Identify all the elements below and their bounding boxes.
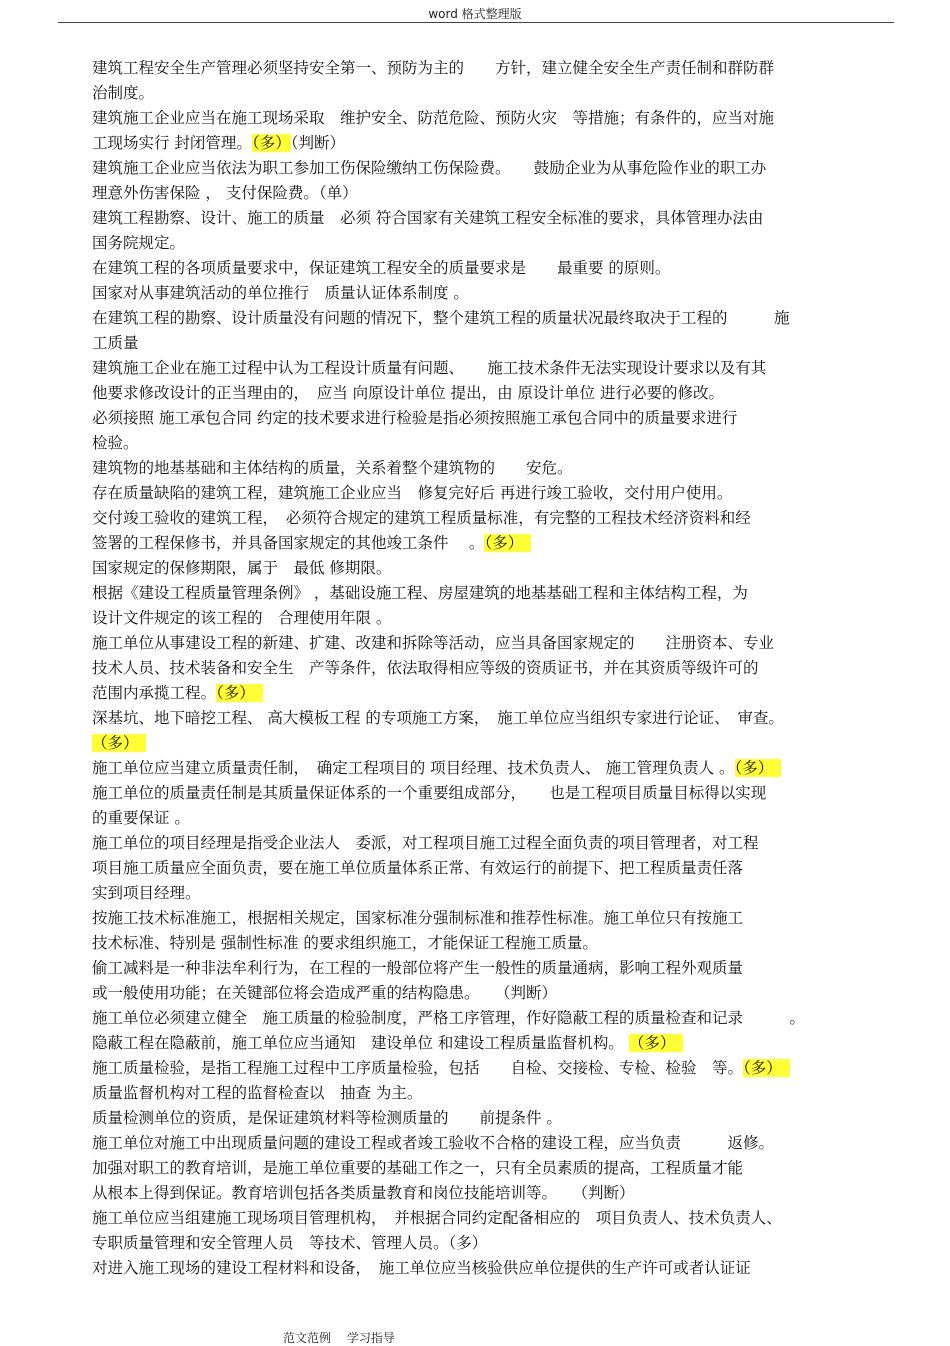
line-text: 施工单位的质量责任制是其质量保证体系的一个重要组成部分， 也是工程项目质量目标得以实现: [92, 784, 767, 802]
line-text: 国务院规定。: [92, 234, 186, 252]
highlight-tag: （多）: [216, 684, 263, 702]
header-rule: [58, 22, 894, 23]
line-text: 根据《建设工程质量管理条例》 ，基础设施工程、房屋建筑的地基基础工程和主体结构工程，为: [92, 584, 748, 602]
text-line: [92, 856, 892, 881]
line-text: 深基坑、地下暗挖工程、 高大模板工程 的专项施工方案， 施工单位应当组织专家进行论证、 审查。: [92, 709, 784, 727]
line-text: 建筑施工企业应当在施工现场采取 维护安全、防范危险、预防火灾 等措施；有条件的，应当对施: [92, 109, 775, 127]
line-text: 从根本上得到保证。教育培训包括各类质量教育和岗位技能培训等。 （判断）: [92, 1184, 635, 1202]
text-line: [92, 406, 892, 431]
line-text: 施工单位对施工中出现质量问题的建设工程或者竣工验收不合格的建设工程，应当负责 返修。: [92, 1134, 775, 1152]
line-text: 建筑工程勘察、设计、施工的质量 必须 符合国家有关建筑工程安全标准的要求，具体管理办法由: [92, 209, 764, 227]
line-text: 建筑工程安全生产管理必须坚持安全第一、预防为主的 方针，建立健全安全生产责任制和群防群: [92, 59, 775, 77]
line-text: 理意外伤害保险 ， 支付保险费。（单）: [92, 184, 358, 202]
text-line: [92, 1006, 892, 1031]
text-line: [92, 706, 892, 731]
line-text: 必须接照 施工承包合同 约定的技术要求进行检验是指必须按照施工承包合同中的质量要求进行: [92, 409, 738, 427]
line-text: 加强对职工的教育培训，是施工单位重要的基础工作之一，只有全员素质的提高，工程质量才能: [92, 1159, 744, 1177]
line-text: 施工单位的项目经理是指受企业法人 委派，对工程项目施工过程全面负责的项目管理者，对工程: [92, 834, 759, 852]
text-line: [92, 806, 892, 831]
document-body: [92, 56, 892, 1281]
line-text: 技术标准、特别是 强制性标准 的要求组织施工，才能保证工程施工质量。: [92, 934, 598, 952]
text-line: [92, 1031, 892, 1056]
text-line: [92, 581, 892, 606]
line-text: 质量监督机构对工程的监督检查以 抽查 为主。: [92, 1084, 423, 1102]
line-text: 质量检测单位的资质，是保证建筑材料等检测质量的 前提条件 。: [92, 1109, 562, 1127]
text-line: [92, 431, 892, 456]
text-line: [92, 831, 892, 856]
text-line: [92, 881, 892, 906]
highlight-tag: （多）: [92, 734, 147, 752]
line-text: 隐蔽工程在隐蔽前，施工单位应当通知 建设单位 和建设工程质量监督机构。: [92, 1034, 629, 1052]
line-text: 他要求修改设计的正当理由的， 应当 向原设计单位 提出，由 原设计单位 进行必要的修改。: [92, 384, 724, 402]
text-line: [92, 231, 892, 256]
line-suffix: （判断）: [290, 134, 345, 152]
highlight-tag: （多）: [743, 1059, 790, 1077]
text-line: [92, 906, 892, 931]
text-line: [92, 156, 892, 181]
line-text: 在建筑工程的各项质量要求中，保证建筑工程安全的质量要求是 最重要 的原则。: [92, 259, 671, 277]
text-line: [92, 1081, 892, 1106]
line-text: 偷工减料是一种非法牟利行为，在工程的一般部位将产生一般性的质量通病，影响工程外观质量: [92, 959, 744, 977]
highlight-tag: （多）: [628, 1034, 684, 1052]
text-line: [92, 931, 892, 956]
line-text: 施工质量检验，是指工程施工过程中工序质量检验，包括 自检、交接检、专检、检验 等。: [92, 1059, 744, 1077]
text-line: [92, 556, 892, 581]
text-line: [92, 331, 892, 356]
line-text: 国家规定的保修期限，属于 最低 修期限。: [92, 559, 392, 577]
line-text: 技术人员、技术装备和安全生 产等条件，依法取得相应等级的资质证书，并在其资质等级许可的: [92, 659, 759, 677]
line-text: 在建筑工程的勘察、设计质量没有问题的情况下，整个建筑工程的质量状况最终取决于工程的 施: [92, 309, 790, 327]
text-line: [92, 1231, 892, 1256]
line-text: 建筑施工企业应当依法为职工参加工伤保险缴纳工伤保险费。 鼓励企业为从事危险作业的职工办: [92, 159, 767, 177]
line-text: 建筑物的地基基础和主体结构的质量，关系着整个建筑物的 安危。: [92, 459, 573, 477]
text-line: [92, 206, 892, 231]
line-text: 建筑施工企业在施工过程中认为工程设计质量有问题、 施工技术条件无法实现设计要求以及有其: [92, 359, 767, 377]
text-line: [92, 506, 892, 531]
text-line: [92, 1131, 892, 1156]
text-line: [92, 956, 892, 981]
line-text: 实到项目经理。: [92, 884, 201, 902]
text-line: [92, 1206, 892, 1231]
line-text: 国家对从事建筑活动的单位推行 质量认证体系制度 。: [92, 284, 469, 302]
text-line: [92, 606, 892, 631]
line-text: 存在质量缺陷的建筑工程，建筑施工企业应当 修复完好后 再进行竣工验收，交付用户使用。: [92, 484, 733, 502]
text-line: [92, 106, 892, 131]
line-text: 交付竣工验收的建筑工程， 必须符合规定的建筑工程质量标准，有完整的工程技术经济资料和经: [92, 509, 751, 527]
text-line: [92, 531, 892, 556]
line-text: 范围内承揽工程。: [92, 684, 217, 702]
line-text: 或一般使用功能；在关键部位将会造成严重的结构隐患。 （判断）: [92, 984, 558, 1002]
line-text: 检验。: [92, 434, 139, 452]
text-line: [92, 656, 892, 681]
text-line: [92, 681, 892, 706]
highlight-tag: （多）: [484, 534, 531, 552]
text-line: [92, 356, 892, 381]
line-text: 施工单位必须建立健全 施工质量的检验制度，严格工序管理，作好隐蔽工程的质量检查和记录 。: [92, 1009, 806, 1027]
text-line: [92, 1256, 892, 1281]
text-line: [92, 981, 892, 1006]
line-text: 专职质量管理和安全管理人员 等技术、管理人员。（多）: [92, 1234, 488, 1252]
text-line: [92, 1181, 892, 1206]
text-line: [92, 181, 892, 206]
highlight-tag: （多）: [734, 759, 782, 777]
text-line: [92, 56, 892, 81]
line-text: 的重要保证 。: [92, 809, 190, 827]
line-text: 治制度。: [92, 84, 155, 102]
text-line: [92, 306, 892, 331]
page-header: word 格式整理版: [428, 7, 522, 21]
line-text: 对进入施工现场的建设工程材料和设备， 施工单位应当核验供应单位提供的生产许可或者认证证: [92, 1259, 751, 1277]
line-text: 设计文件规定的该工程的 合理使用年限 。: [92, 609, 392, 627]
text-line: [92, 81, 892, 106]
line-text: 工质量: [92, 334, 139, 352]
line-text: 项目施工质量应全面负责，要在施工单位质量体系正常、有效运行的前提下、把工程质量责任落: [92, 859, 744, 877]
text-line: [92, 256, 892, 281]
text-line: [92, 1106, 892, 1131]
highlight-tag: （多）: [251, 134, 291, 152]
text-line: [92, 481, 892, 506]
text-line: [92, 781, 892, 806]
line-text: 按施工技术标准施工，根据相关规定，国家标准分强制标准和推荐性标准。施工单位只有按施工: [92, 909, 744, 927]
text-line: [92, 281, 892, 306]
text-line: [92, 456, 892, 481]
line-text: 施工单位从事建设工程的新建、扩建、改建和拆除等活动，应当具备国家规定的 注册资本、专业: [92, 634, 775, 652]
line-text: 施工单位应当组建施工现场项目管理机构， 并根据合同约定配备相应的 项目负责人、技术负责人、: [92, 1209, 782, 1227]
text-line: [92, 131, 892, 156]
text-line: [92, 1056, 892, 1081]
line-text: 工现场实行 封闭管理。: [92, 134, 252, 152]
text-line: [92, 631, 892, 656]
page-footer: 范文范例 学习指导: [283, 1331, 395, 1345]
line-text: 签署的工程保修书，并具备国家规定的其他竣工条件 。: [92, 534, 485, 552]
text-line: [92, 731, 892, 756]
text-line: [92, 1156, 892, 1181]
line-text: 施工单位应当建立质量责任制， 确定工程项目的 项目经理、技术负责人、 施工管理负责人 。: [92, 759, 735, 777]
text-line: [92, 381, 892, 406]
text-line: [92, 756, 892, 781]
